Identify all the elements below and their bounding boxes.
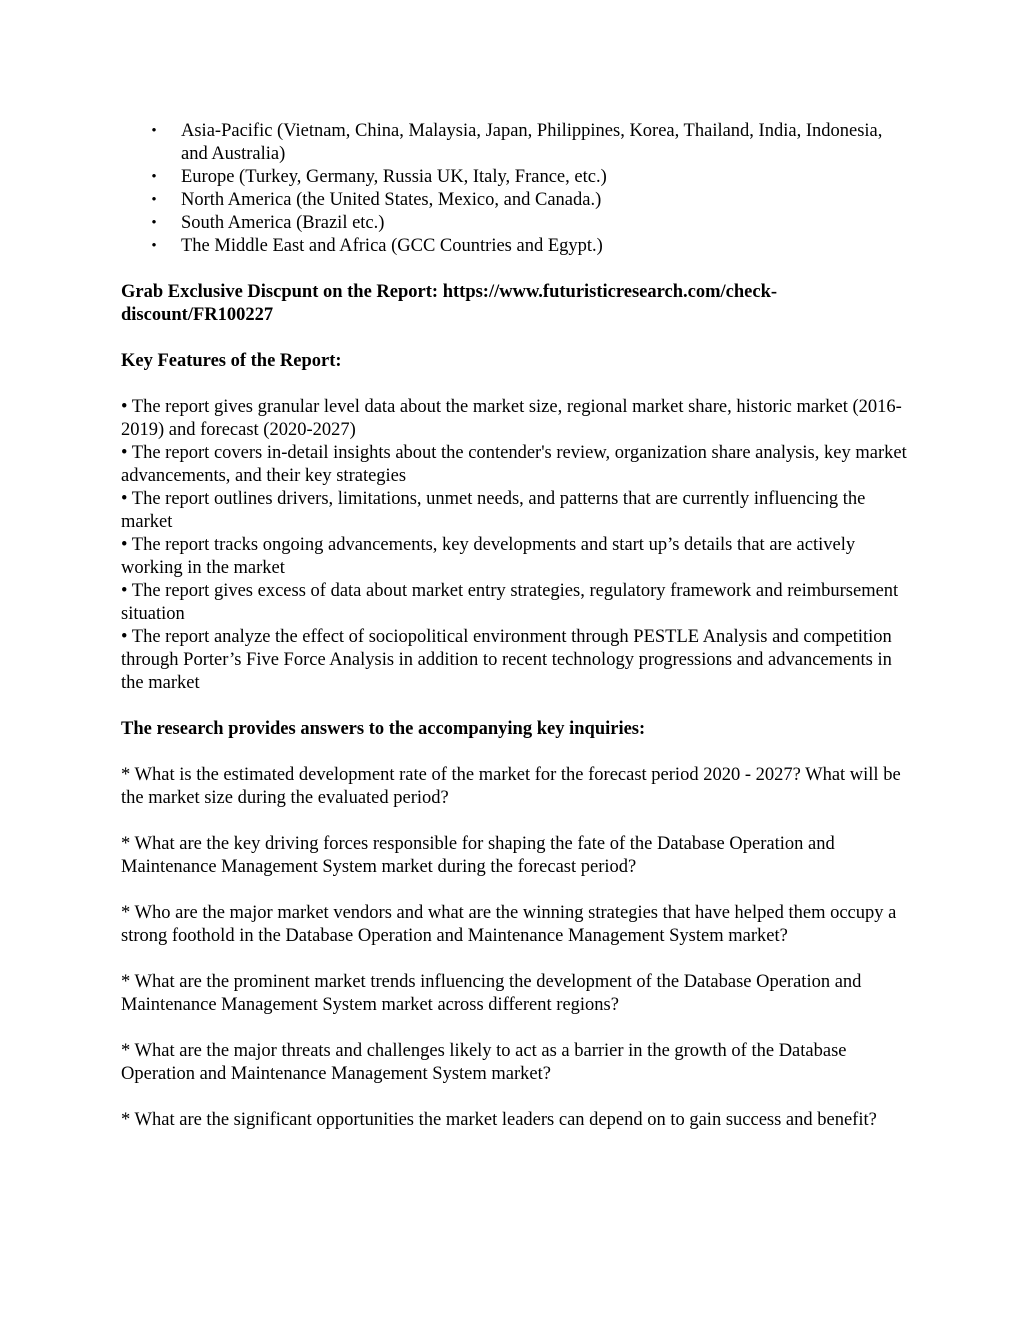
discount-link-continued[interactable]: discount/FR100227 <box>121 305 274 325</box>
feature-item: • The report gives granular level data about the market size, regional market share, historic market (2016-2019) and forecast (2020-2027) <box>121 397 902 440</box>
feature-item: • The report gives excess of data about market entry strategies, regulatory framework and reimbursement situation <box>121 581 899 624</box>
list-item <box>121 166 911 189</box>
region-text: The Middle East and Africa (GCC Countries and Egypt.) <box>181 236 603 256</box>
bullet-icon: • <box>151 192 157 208</box>
spacer <box>121 741 911 764</box>
feature-item: • The report analyze the effect of sociopolitical environment through PESTLE Analysis and competition through Porter’s Five Force Analysis in addition to recent technology progressions and advancements in the market <box>121 627 892 693</box>
question-item: * What are the significant opportunities the market leaders can depend on to gain success and benefit? <box>121 1110 877 1130</box>
key-features-list <box>121 396 911 695</box>
inquiries-heading: The research provides answers to the accompanying key inquiries: <box>121 719 646 739</box>
question-item: * What are the prominent market trends influencing the development of the Database Operation and Maintenance Management System market across different regions? <box>121 972 862 1015</box>
key-features-heading: Key Features of the Report: <box>121 351 342 371</box>
spacer <box>121 327 911 350</box>
spacer <box>121 373 911 396</box>
region-text: Europe (Turkey, Germany, Russia UK, Italy, France, etc.) <box>181 167 607 187</box>
discount-label: Grab Exclusive Discpunt on the Report: <box>121 282 443 302</box>
discount-paragraph <box>121 281 911 327</box>
question-item: * What are the major threats and challenges likely to act as a barrier in the growth of the Database Operation and Maintenance Management System market? <box>121 1041 847 1084</box>
region-text: North America (the United States, Mexico, and Canada.) <box>181 190 602 210</box>
bullet-icon: • <box>151 238 157 254</box>
spacer <box>121 810 911 833</box>
feature-item: • The report outlines drivers, limitations, unmet needs, and patterns that are currently influencing the market <box>121 489 866 532</box>
list-item <box>121 235 911 258</box>
discount-link[interactable]: https://www.futuristicresearch.com/check- <box>442 282 778 302</box>
question-item: * What are the key driving forces responsible for shaping the fate of the Database Operation and Maintenance Management System market during the forecast period? <box>121 834 835 877</box>
list-item <box>121 212 911 235</box>
spacer <box>121 948 911 971</box>
list-item <box>121 189 911 212</box>
question-item: * Who are the major market vendors and what are the winning strategies that have helped them occupy a strong foothold in the Database Operation and Maintenance Management System market? <box>121 903 897 946</box>
spacer <box>121 258 911 281</box>
bullet-icon: • <box>151 123 157 139</box>
document-page <box>121 120 911 1132</box>
spacer <box>121 1017 911 1040</box>
question-item: * What is the estimated development rate of the market for the forecast period 2020 - 2027? What will be the market size during the evaluated period? <box>121 765 901 808</box>
bullet-icon: • <box>151 169 157 185</box>
feature-item: • The report tracks ongoing advancements, key developments and start up’s details that are actively working in the market <box>121 535 856 578</box>
feature-item: • The report covers in-detail insights about the contender's review, organization share analysis, key market advancements, and their key strategies <box>121 443 907 486</box>
spacer <box>121 695 911 718</box>
bullet-icon: • <box>151 215 157 231</box>
list-item <box>121 120 911 166</box>
regions-list <box>121 120 911 258</box>
spacer <box>121 1086 911 1109</box>
spacer <box>121 879 911 902</box>
region-text: South America (Brazil etc.) <box>181 213 385 233</box>
region-text: Asia-Pacific (Vietnam, China, Malaysia, Japan, Philippines, Korea, Thailand, India, Indonesia, and Australia) <box>181 121 883 164</box>
